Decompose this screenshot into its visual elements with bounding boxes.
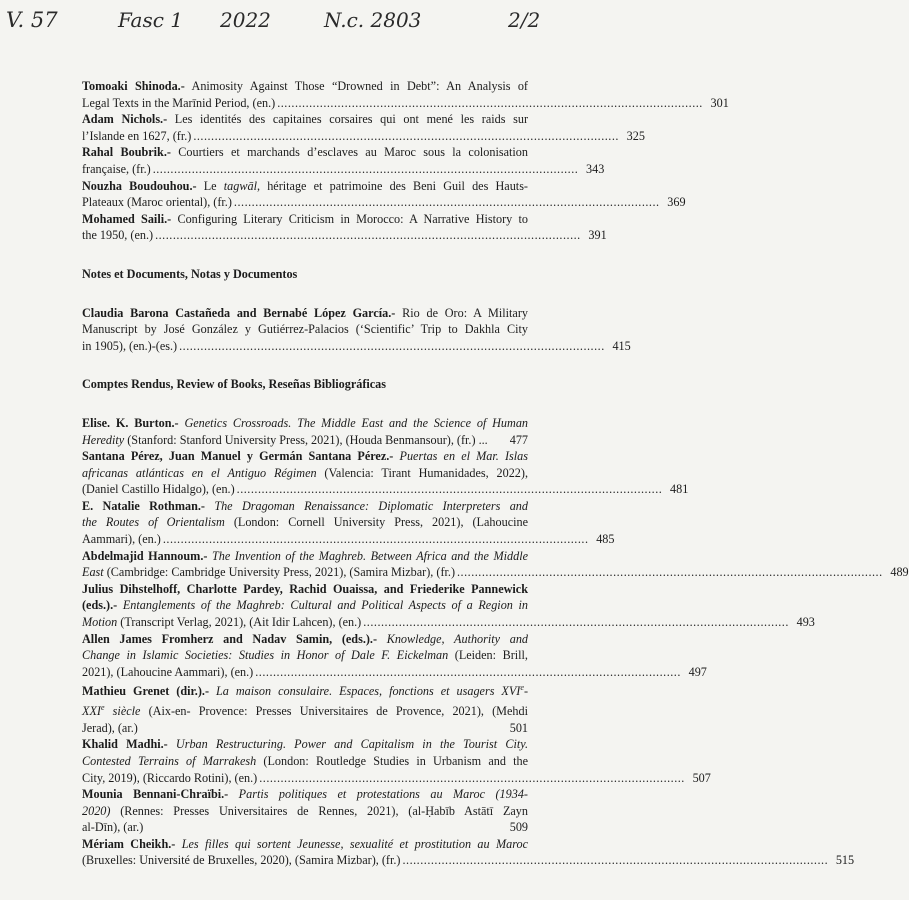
entry-line bbox=[82, 514, 528, 531]
entry-line bbox=[82, 178, 528, 195]
leader-dots: ........................................................................................................................ bbox=[162, 532, 589, 547]
entry-line bbox=[82, 736, 528, 753]
entry-title: Aammari), (en.) bbox=[82, 532, 161, 547]
leader-dots: ........................................................................................................................ bbox=[233, 195, 660, 210]
superscript: e bbox=[100, 703, 105, 713]
entry-title: (Cambridge: Cambridge University Press, 2021), (Samira Mizbar), (fr.) bbox=[103, 565, 455, 580]
entry-line bbox=[82, 753, 528, 770]
page-number: 415 bbox=[612, 338, 631, 353]
toc-entry bbox=[82, 305, 631, 355]
entry-author: Elise. K. Burton.- bbox=[82, 415, 179, 430]
page-number: 481 bbox=[670, 482, 689, 497]
page-number: 489 bbox=[890, 565, 909, 580]
entry-title-italic: Partis politiques et protestations au Maroc (1934- bbox=[228, 787, 528, 802]
entry-line bbox=[82, 448, 528, 465]
leader-dots: ........................................................................................................................ bbox=[255, 664, 681, 679]
handwritten-page: 2/2 bbox=[508, 8, 541, 32]
leader-dots: ........................................................................................................................ bbox=[152, 161, 579, 176]
entry-title: al-Dīn), (ar.) bbox=[82, 820, 144, 835]
entry-title-italic: Entanglements of the Maghreb: Cultural and Political Aspects of a Region in bbox=[117, 598, 528, 613]
entry-title-italic: 2020) bbox=[82, 803, 111, 818]
handwritten-year: 2022 bbox=[220, 8, 271, 32]
handwritten-annotation bbox=[0, 4, 577, 40]
toc-entry bbox=[82, 78, 729, 111]
entry-title: (Valencia: Tirant Humanidades, 2022), bbox=[316, 465, 528, 480]
entry-author: Claudia Barona Castañeda and Bernabé López García.- bbox=[82, 305, 396, 320]
entry-line bbox=[82, 700, 528, 720]
entry-title-italic: Change in Islamic Societies: Studies in Honor of Dale F. Eickelman bbox=[82, 648, 449, 663]
leader-dots: ........................................................................................................................ bbox=[363, 615, 789, 630]
entry-title-italic: Puertas en el Mar. Islas bbox=[393, 449, 529, 464]
entry-author: Adam Nichols.- bbox=[82, 112, 168, 127]
toc-entry bbox=[82, 415, 528, 448]
leader-dots: ........................................................................................................................ bbox=[277, 95, 703, 110]
section-heading-reviews: Comptes Rendus, Review of Books, Reseñas Bibliográficas bbox=[82, 377, 387, 392]
entry-title-italic: Genetics Crossroads. The Middle East and the Science of Human bbox=[178, 415, 529, 430]
entry-title-italic: Heredity bbox=[82, 432, 125, 447]
entry-title-italic: Knowledge, Authority and bbox=[377, 631, 529, 646]
entry-line bbox=[82, 564, 909, 581]
entry-line bbox=[82, 770, 711, 787]
entry-title: , héritage et patrimoine des Beni Guil des Hauts- bbox=[256, 178, 528, 193]
entry-title: (Transcript Verlag, 2021), (Ait Idir Lahcen), (en.) bbox=[117, 615, 362, 630]
section-heading-notes: Notes et Documents, Notas y Documentos bbox=[82, 266, 298, 281]
entry-line bbox=[82, 597, 528, 614]
toc-entry bbox=[82, 211, 607, 244]
leader-dots: ........................................................................................................................ bbox=[155, 228, 581, 243]
entry-title-italic: The Invention of the Maghreb. Between Africa and the Middle bbox=[207, 548, 528, 563]
entry-title-italic: Urban Restructuring. Power and Capitalism in the Tourist City. bbox=[167, 737, 529, 752]
toc-entry bbox=[82, 448, 689, 498]
entry-title bbox=[82, 564, 455, 581]
page-number: 501 bbox=[509, 720, 528, 735]
toc-entry bbox=[82, 786, 528, 836]
entry-title: Jerad), (ar.) bbox=[82, 720, 138, 735]
entry-line bbox=[82, 227, 607, 244]
entry-title: Legal Texts in the Marīnid Period, (en.) bbox=[82, 95, 276, 110]
entry-title: in 1905), (en.)-(es.) bbox=[82, 338, 178, 353]
page-number: 509 bbox=[509, 820, 528, 835]
entry-title-italic: - bbox=[523, 684, 528, 699]
entry-author: Julius Dihstelhoff, Charlotte Pardey, Rachid Ouaissa, and Friederike Pannewick bbox=[82, 581, 528, 596]
leader-dots: ........................................................................................................................ bbox=[179, 338, 605, 353]
page-number: 497 bbox=[688, 664, 707, 679]
entry-title-italic: tagwāl bbox=[223, 178, 257, 193]
handwritten-volume: V. 57 bbox=[6, 8, 58, 32]
entry-title: Rio de Oro: A Military bbox=[395, 305, 528, 320]
entry-line bbox=[82, 852, 855, 869]
entry-title: française, (fr.) bbox=[82, 161, 151, 176]
entry-title: l’Islande en 1627, (fr.) bbox=[82, 128, 192, 143]
handwritten-number: N.c. 2803 bbox=[324, 8, 422, 32]
entry-author: Mounia Bennani-Chraïbi.- bbox=[82, 787, 229, 802]
entry-title: Plateaux (Maroc oriental), (fr.) bbox=[82, 195, 232, 210]
entry-line bbox=[82, 321, 528, 338]
entry-title: (Stanford: Stanford University Press, 2021), (Houda Benmansour), (fr.) ... bbox=[124, 432, 488, 447]
entry-author: Abdelmajid Hannoum.- bbox=[82, 548, 208, 563]
entry-title: (London: Routledge Studies in Urbanism and the bbox=[256, 753, 529, 768]
entry-title: 2021), (Lahoucine Aammari), (en.) bbox=[82, 664, 254, 679]
entry-title-italic: africanas atlánticas en el Antiguo Régimen bbox=[82, 465, 317, 480]
entry-title: Configuring Literary Criticism in Morocco: A Narrative History to bbox=[171, 211, 529, 226]
entry-author: (eds.).- bbox=[82, 598, 118, 613]
leader-dots: ........................................................................................................................ bbox=[457, 565, 883, 580]
table-of-contents bbox=[82, 78, 909, 869]
page-number: 391 bbox=[588, 228, 607, 243]
entry-title: (Daniel Castillo Hidalgo), (en.) bbox=[82, 482, 235, 497]
page-number: 507 bbox=[692, 770, 711, 785]
entry-title-italic: Les filles qui sortent Jeunesse, sexualité et prostitution au Maroc bbox=[175, 836, 528, 851]
leader-dots: ........................................................................................................................ bbox=[259, 770, 685, 785]
toc-entry bbox=[82, 178, 686, 211]
page-number: 325 bbox=[626, 128, 645, 143]
entry-title-italic: La maison consulaire. Espaces, fonctions et usagers XVI bbox=[209, 684, 521, 699]
entry-title-italic: XXI bbox=[82, 704, 101, 719]
page-number: 515 bbox=[835, 853, 855, 868]
entry-author: Nouzha Boudouhou.- bbox=[82, 178, 197, 193]
entry-line bbox=[82, 631, 528, 648]
entry-line bbox=[82, 128, 645, 145]
entry-line bbox=[82, 95, 729, 112]
page-number: 493 bbox=[796, 615, 815, 630]
leader-dots: ........................................................................................................................ bbox=[236, 482, 663, 497]
entry-line bbox=[82, 803, 528, 820]
entry-line bbox=[82, 531, 615, 548]
entry-line bbox=[82, 581, 528, 598]
entry-title: Animosity Against Those “Drowned in Debt”: An Analysis of bbox=[184, 79, 528, 93]
entry-line bbox=[82, 614, 815, 631]
entry-title-italic: The Dragoman Renaissance: Diplomatic Interpreters and bbox=[204, 498, 528, 513]
entry-line bbox=[82, 680, 528, 700]
entry-title: (Bruxelles: Université de Bruxelles, 2020), (Samira Mizbar), (fr.) bbox=[82, 853, 401, 868]
entry-title: City, 2019), (Riccardo Rotini), (en.) bbox=[82, 770, 258, 785]
entry-line bbox=[82, 819, 528, 836]
entry-title: Manuscript by José González y Gutiérrez-Palacios (‘Scientific’ Trip to Dakhla City bbox=[82, 322, 528, 337]
entry-line bbox=[82, 432, 528, 449]
entry-author: Santana Pérez, Juan Manuel y Germán Santana Pérez.- bbox=[82, 449, 394, 464]
entry-title-italic: siècle bbox=[104, 704, 141, 719]
entry-author: Tomoaki Shinoda.- bbox=[82, 79, 185, 93]
entry-title-italic: Contested Terrains of Marrakesh bbox=[82, 753, 257, 768]
entry-line bbox=[82, 305, 528, 322]
entry-author: Mohamed Saili.- bbox=[82, 211, 172, 226]
entry-line bbox=[82, 161, 605, 178]
entry-line bbox=[82, 664, 707, 681]
toc-entry bbox=[82, 836, 855, 869]
entry-line bbox=[82, 786, 528, 803]
entry-line bbox=[82, 647, 528, 664]
entry-author: Mériam Cheikh.- bbox=[82, 836, 176, 851]
toc-entry bbox=[82, 680, 528, 736]
entry-author: Allen James Fromherz and Nadav Samin, (eds.).- bbox=[82, 631, 378, 646]
entry-line bbox=[82, 338, 631, 355]
toc-entry bbox=[82, 548, 909, 581]
entry-line bbox=[82, 415, 528, 432]
entry-author: E. Natalie Rothman.- bbox=[82, 498, 205, 513]
page-number: 369 bbox=[667, 195, 686, 210]
entry-line bbox=[82, 111, 528, 128]
toc-entry bbox=[82, 111, 645, 144]
entry-title: the 1950, (en.) bbox=[82, 228, 154, 243]
page-number: 477 bbox=[509, 432, 528, 447]
handwritten-fascicle: Fasc 1 bbox=[118, 8, 183, 32]
toc-entry bbox=[82, 498, 615, 548]
entry-title bbox=[82, 432, 488, 449]
entry-title: (Leiden: Brill, bbox=[448, 648, 528, 663]
entry-title: (Aix-en- Provence: Presses Universitaires de Provence, 2021), (Mehdi bbox=[140, 704, 528, 719]
entry-line bbox=[82, 481, 689, 498]
entry-title-italic: Motion bbox=[82, 615, 118, 630]
toc-entry bbox=[82, 736, 711, 786]
entry-line bbox=[82, 498, 528, 515]
entry-author: Rahal Boubrik.- bbox=[82, 145, 171, 160]
entry-line bbox=[82, 194, 686, 211]
entry-author: Khalid Madhi.- bbox=[82, 737, 168, 752]
entry-line bbox=[82, 144, 528, 161]
entry-line bbox=[82, 465, 528, 482]
entry-line bbox=[82, 78, 528, 95]
entry-title: Les identités des capitaines corsaires qui ont mené les raids sur bbox=[167, 112, 528, 127]
entry-line bbox=[82, 548, 528, 565]
entry-title: Le bbox=[196, 178, 224, 193]
entry-title-italic: East bbox=[82, 565, 104, 580]
entry-line bbox=[82, 720, 528, 737]
entry-title: (London: Cornell University Press, 2021), (Lahoucine bbox=[224, 515, 528, 530]
page-number: 301 bbox=[710, 95, 729, 110]
toc-entry bbox=[82, 144, 605, 177]
superscript: e bbox=[520, 683, 524, 693]
entry-line bbox=[82, 836, 528, 853]
entry-title: Courtiers et marchands d’esclaves au Maroc sous la colonisation bbox=[170, 145, 528, 160]
toc-entry bbox=[82, 631, 707, 681]
page-number: 343 bbox=[586, 161, 605, 176]
entry-title: (Rennes: Presses Universitaires de Rennes, 2021), (al-Ḥabīb Astātī Zayn bbox=[110, 803, 528, 818]
entry-title-italic: the Routes of Orientalism bbox=[82, 515, 225, 530]
entry-line bbox=[82, 211, 528, 228]
entry-author: Mathieu Grenet (dir.).- bbox=[82, 684, 210, 699]
leader-dots: ........................................................................................................................ bbox=[193, 128, 619, 143]
page-number: 485 bbox=[596, 532, 615, 547]
entry-title bbox=[82, 614, 361, 631]
leader-dots: ........................................................................................................................ bbox=[402, 853, 829, 868]
toc-entry bbox=[82, 581, 815, 631]
